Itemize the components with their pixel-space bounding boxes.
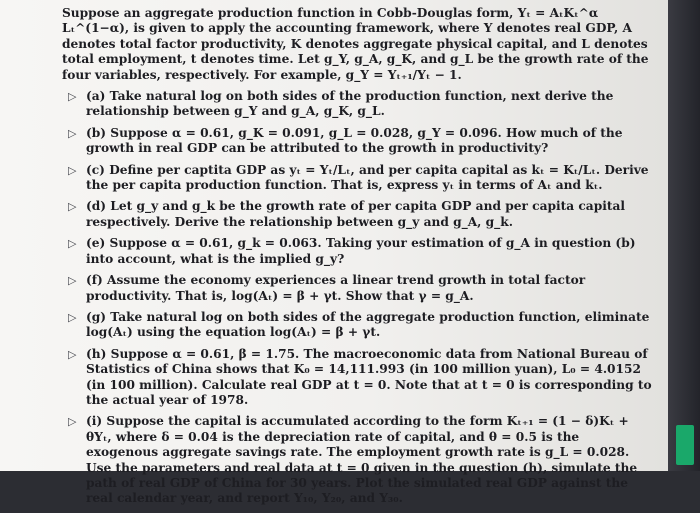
- question-text: (b) Suppose α = 0.61, g_K = 0.091, g_L = 0.028, g_Y = 0.096. How much of the growth in real GDP can be attributed to the growth in productivity?: [86, 125, 623, 156]
- question-text: (f) Assume the economy experiences a linear trend growth in total factor productivity. That is, log(Aₜ) = β + γt. Show that γ = g_A.: [86, 273, 586, 303]
- question-g: [62, 310, 652, 341]
- question-i: [62, 414, 652, 506]
- triangle-bullet-icon: ▷: [68, 90, 77, 104]
- problem-intro: Suppose an aggregate production function in Cobb-Douglas form, Yₜ = AₜKₜ^α Lₜ^(1−α), is given to apply the accounting framework, where Y denotes real GDP, A denotes total factor productivity, K denotes aggregate physical capital, and L denotes total employment, t denotes time. Let g_Y, g_A, g_K, and g_L be the growth rate of the four variables, respectively. For example, g_Y = Yₜ₊₁/Yₜ − 1.: [62, 6, 649, 82]
- problem-content: [62, 6, 652, 513]
- question-b: [62, 126, 652, 157]
- question-a: [62, 89, 652, 120]
- triangle-bullet-icon: ▷: [68, 126, 77, 140]
- triangle-bullet-icon: ▷: [68, 237, 77, 251]
- question-text: (c) Define per captita GDP as yₜ = Yₜ/Lₜ, and per capita capital as kₜ = Kₜ/Lₜ. Derive the per capita production function. That is, express yₜ in terms of Aₜ and kₜ.: [86, 162, 649, 193]
- question-e: [62, 236, 652, 267]
- triangle-bullet-icon: ▷: [68, 200, 77, 214]
- green-object: [676, 425, 694, 465]
- triangle-bullet-icon: ▷: [68, 163, 77, 177]
- question-text: (g) Take natural log on both sides of the aggregate production function, eliminate log(Aₜ) using the equation log(Aₜ) = β + γt.: [86, 309, 650, 340]
- triangle-bullet-icon: ▷: [68, 347, 77, 361]
- triangle-bullet-icon: ▷: [68, 274, 77, 288]
- question-c: [62, 163, 652, 194]
- question-f: [62, 273, 652, 304]
- question-text: (i) Suppose the capital is accumulated according to the form Kₜ₊₁ = (1 − δ)Kₜ + θYₜ, where δ = 0.04 is the depreciation rate of capital, and θ = 0.5 is the exogenous aggregate savings rate. The employment growth rate is g_L = 0.028. Use the parameters and real data at t = 0 given in the question (h), simulate the path of real GDP of China for 30 years. Plot the simulated real GDP against the real calendar year, and report Y₁₀, Y₂₀, and Y₃₀.: [86, 414, 638, 506]
- question-text: (d) Let g_y and g_k be the growth rate of per capita GDP and per capita capital respectively. Derive the relationship between g_y and g_A, g_k.: [86, 199, 626, 229]
- question-text: (h) Suppose α = 0.61, β = 1.75. The macroeconomic data from National Bureau of Statistics of China shows that K₀ = 14,111.993 (in 100 million yuan), L₀ = 4.0152 (in 100 million). Calculate real GDP at t = 0. Note that at t = 0 is corresponding to the actual year of 1978.: [86, 346, 652, 407]
- dark-background-edge: [668, 0, 700, 471]
- question-h: [62, 347, 652, 409]
- question-text: (a) Take natural log on both sides of the production function, next derive the relationship between g_Y and g_A, g_K, g_L.: [86, 89, 614, 119]
- triangle-bullet-icon: ▷: [68, 310, 77, 324]
- question-text: (e) Suppose α = 0.61, g_k = 0.063. Taking your estimation of g_A in question (b) into account, what is the implied g_y?: [86, 236, 636, 266]
- triangle-bullet-icon: ▷: [68, 415, 77, 429]
- question-d: [62, 199, 652, 230]
